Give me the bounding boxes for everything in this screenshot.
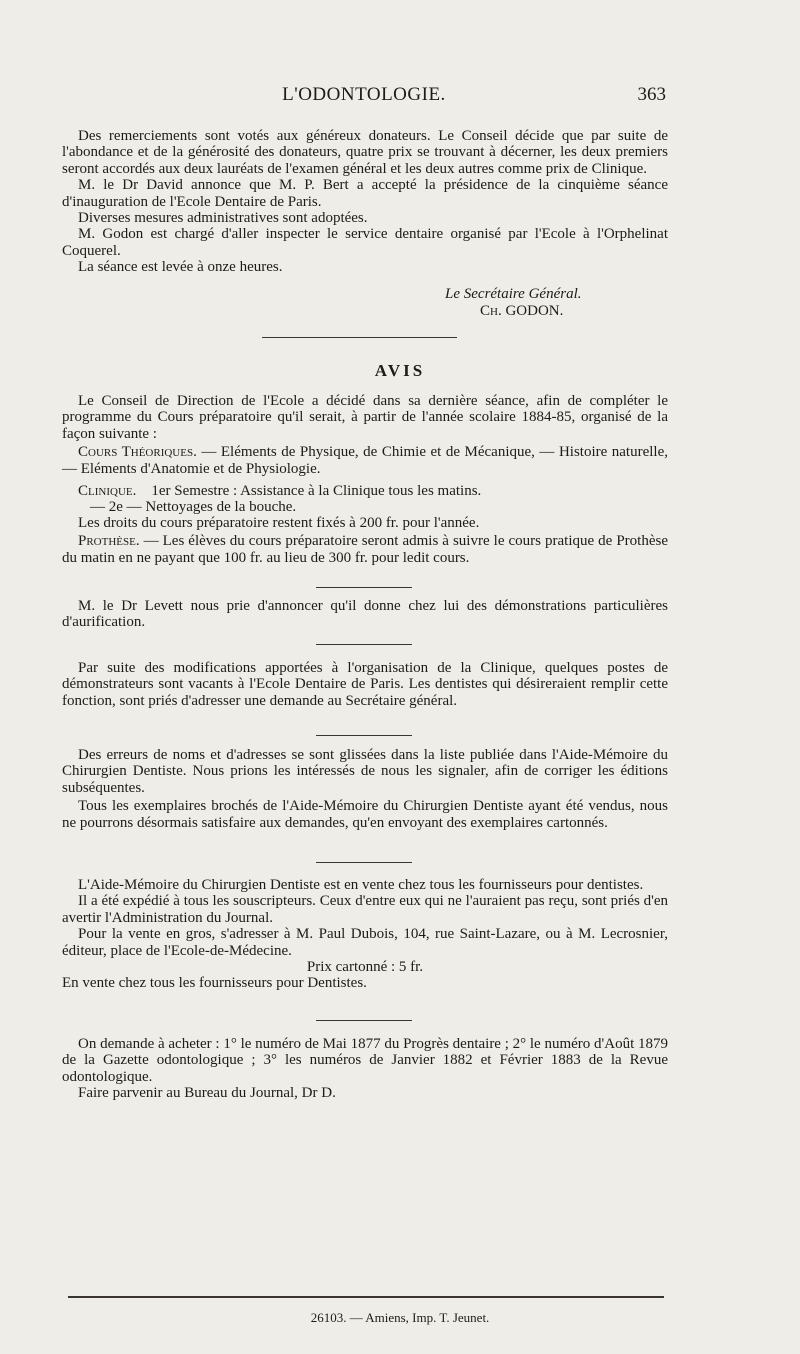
price-line: Prix cartonné : 5 fr. [306,959,424,976]
paragraph-closing: La séance est levée à onze heures. [78,259,283,276]
paragraph-exemplaires: Tous les exemplaires brochés de l'Aide-Mémoire du Chirurgien Dentiste ayant été vendus, nous ne pourrons désormais satisfaire aux demandes, qu'en envoyant des exemplaires cartonnés. [62,798,668,831]
vente-block [62,877,668,992]
paragraph-prothese [62,533,668,566]
prothese-label: Prothèse. [78,533,140,550]
paragraph-david: M. le Dr David annonce que M. P. Bert a accepté la présidence de la cinquième séance d'inauguration de l'Ecole Dentaire de Paris. [62,177,668,210]
meeting-minutes [62,128,668,276]
levett-block [62,598,668,631]
paragraph-expedie: Il a été expédié à tous les souscripteurs. Ceux d'entre eux qui ne l'auraient pas reçu, sont priés d'en avertir l'Administration du Journal. [62,893,668,926]
erreurs-block [62,747,668,831]
signature-title: Le Secrétaire Général. [445,286,582,302]
paragraph-levett: M. le Dr Levett nous prie d'annoncer qu'il donne chez lui des démonstrations particulières d'aurification. [62,598,668,631]
cours-text: — Eléments de Physique, de Chimie et de Mécanique, — Histoire naturelle, — Eléments d'Anatomie et de Physiologie. [62,444,668,477]
paragraph-vente: L'Aide-Mémoire du Chirurgien Dentiste est en vente chez tous les fournisseurs pour dentistes. [78,877,644,893]
divider [316,587,412,588]
cours-label: Cours Théoriques. [78,444,197,461]
page-number: 363 [637,84,666,105]
prothese-text: — Les élèves du cours préparatoire seront admis à suivre le cours pratique de Prothèse du matin en ne payant que 100 fr. au lieu de 300 fr. pour ledit cours. [62,533,668,566]
running-header [62,84,666,108]
paragraph-droits: Les droits du cours préparatoire restent fixés à 200 fr. pour l'année. [78,515,480,531]
paragraph-thanks: Des remerciements sont votés aux généreux donateurs. Le Conseil décide que par suite de l'abondance et de la générosité des donateurs, quatre prix se trouvant à décerner, les deux premiers seront accordés aux deux lauréats de l'examen général et les deux autres comme prix de Clinique. [62,128,668,177]
paragraph-parvenir: Faire parvenir au Bureau du Journal, Dr D. [78,1085,336,1102]
paragraph-godon: M. Godon est chargé d'aller inspecter le service dentaire organisé par l'Ecole à l'Orphelinat Coquerel. [62,226,668,259]
divider [316,735,412,736]
divider [316,644,412,645]
paragraph-demande: On demande à acheter : 1° le numéro de Mai 1877 du Progrès dentaire ; 2° le numéro d'Août 1879 de la Gazette odontologique ; 3° les numéros de Janvier 1882 et Février 1883 de la Revue odontologique. [62,1036,668,1085]
paragraph-gros: Pour la vente en gros, s'adresser à M. Paul Dubois, 104, rue Saint-Lazare, ou à M. Lecrosnier, éditeur, place de l'Ecole-de-Médecine. [62,926,668,959]
paragraph-cours [62,444,668,477]
section-heading-avis: AVIS [374,361,426,380]
clinique-label: Clinique. [78,483,137,499]
clinique-line-2: — 2e — Nettoyages de la bouche. [90,499,297,516]
journal-title: L'ODONTOLOGIE. [282,84,446,105]
divider [316,862,412,863]
avis-intro-block [62,393,668,477]
droits-block [62,515,668,566]
clinique-line-1: 1er Semestre : Assistance à la Clinique tous les matins. [151,483,482,499]
divider [262,337,457,338]
paragraph-fournisseurs: En vente chez tous les fournisseurs pour Dentistes. [62,975,367,992]
paragraph-measures: Diverses mesures administratives sont adoptées. [78,210,368,227]
paragraph-intro: Le Conseil de Direction de l'Ecole a décidé dans sa dernière séance, afin de compléter le programme du Cours préparatoire qu'il serait, à partir de l'année scolaire 1884-85, organisé de la façon suivante : [62,393,668,442]
demande-block [62,1036,668,1102]
divider [316,1020,412,1021]
footer-rule [68,1296,664,1298]
paragraph-demonstrateurs: Par suite des modifications apportées à l'organisation de la Clinique, quelques postes de démonstrateurs sont vacants à l'Ecole Dentaire de Paris. Les dentistes qui désireraient remplir cette fonction, sont priés d'adresser une demande au Secrétaire général. [62,660,668,709]
signature-name: Ch. GODON. [480,303,564,319]
paragraph-erreurs: Des erreurs de noms et d'adresses se sont glissées dans la liste publiée dans l'Aide-Mémoire du Chirurgien Dentiste. Nous prions les intéressés de nous les signaler, afin de corriger les éditions subséquentes. [62,747,668,796]
clinique-modif-block [62,660,668,709]
printer-imprint: 26103. — Amiens, Imp. T. Jeunet. [310,1310,490,1325]
clinique-schedule [62,483,668,516]
